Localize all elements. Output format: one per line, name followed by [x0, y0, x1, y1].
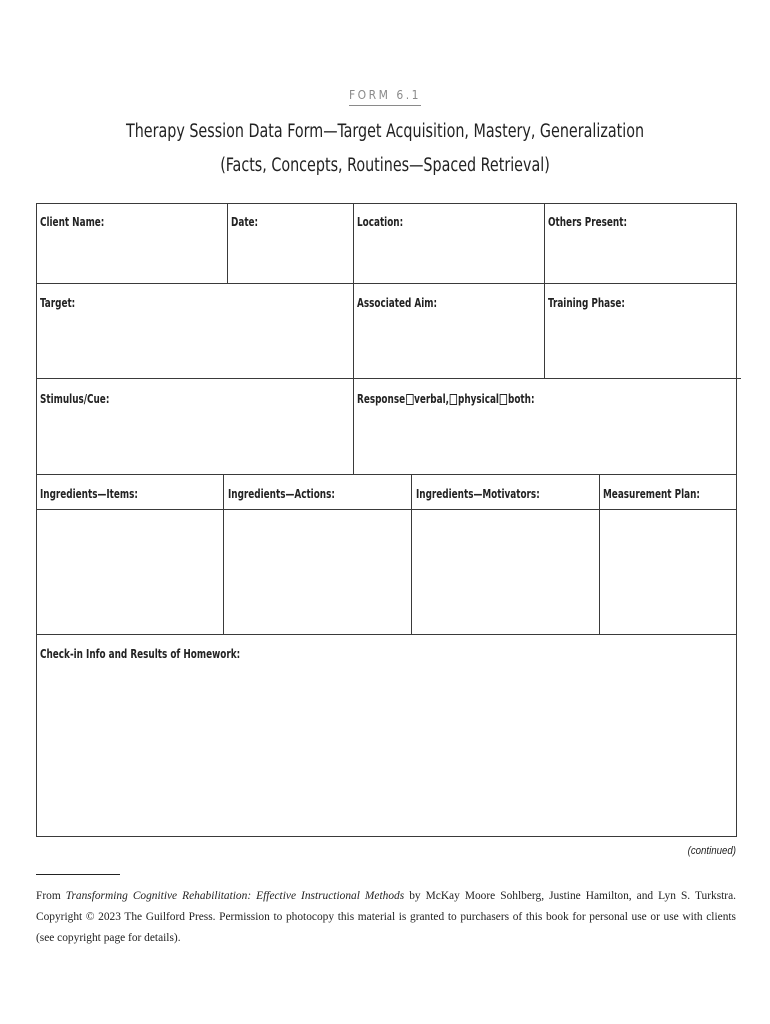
copyright-footnote: From Transforming Cognitive Rehabilitation: Effective Instructional Methods by McKay Moore Sohlberg, Justine Hamilton, and Lyn S. Turkstra. Copyright © 2023 The Guilford Press. Permission to photocopy this material is granted to purchasers of this book for personal use or use with clients (see copyright page for details). — [36, 890, 736, 944]
date-field: Date: — [231, 215, 259, 229]
ingredients-motivators-header: Ingredients—Motivators: — [416, 487, 540, 501]
both-checkbox[interactable] — [500, 394, 507, 405]
ingredients-items-header: Ingredients—Items: — [40, 487, 138, 501]
ingredients-actions-header: Ingredients—Actions: — [228, 487, 335, 501]
book-title: Transforming Cognitive Rehabilitation: Effective Instructional Methods — [65, 890, 405, 902]
footnote-rule — [36, 874, 120, 875]
response-field — [357, 392, 534, 406]
physical-label: physical — [457, 392, 499, 406]
verbal-checkbox[interactable] — [406, 394, 413, 405]
form-title-line-1: Therapy Session Data Form—Target Acquisition, Mastery, Generalization — [125, 121, 645, 142]
both-label: both: — [507, 392, 535, 406]
training-phase-field: Training Phase: — [548, 296, 625, 310]
target-field: Target: — [40, 296, 76, 310]
stimulus-cue-field: Stimulus/Cue: — [40, 392, 110, 406]
measurement-plan-header: Measurement Plan: — [603, 487, 700, 501]
form-title-line-2: (Facts, Concepts, Routines—Spaced Retrieval) — [220, 155, 550, 176]
physical-checkbox[interactable] — [450, 394, 457, 405]
continued-note: (continued) — [687, 845, 736, 857]
associated-aim-field: Associated Aim: — [357, 296, 438, 310]
form-number: FORM 6.1 — [0, 88, 770, 106]
verbal-label: verbal, — [414, 392, 449, 406]
others-present-field: Others Present: — [548, 215, 628, 229]
client-name-field: Client Name: — [40, 215, 105, 229]
response-label: Response — [357, 392, 406, 406]
checkin-homework-field: Check-in Info and Results of Homework: — [40, 647, 241, 661]
location-field: Location: — [357, 215, 404, 229]
